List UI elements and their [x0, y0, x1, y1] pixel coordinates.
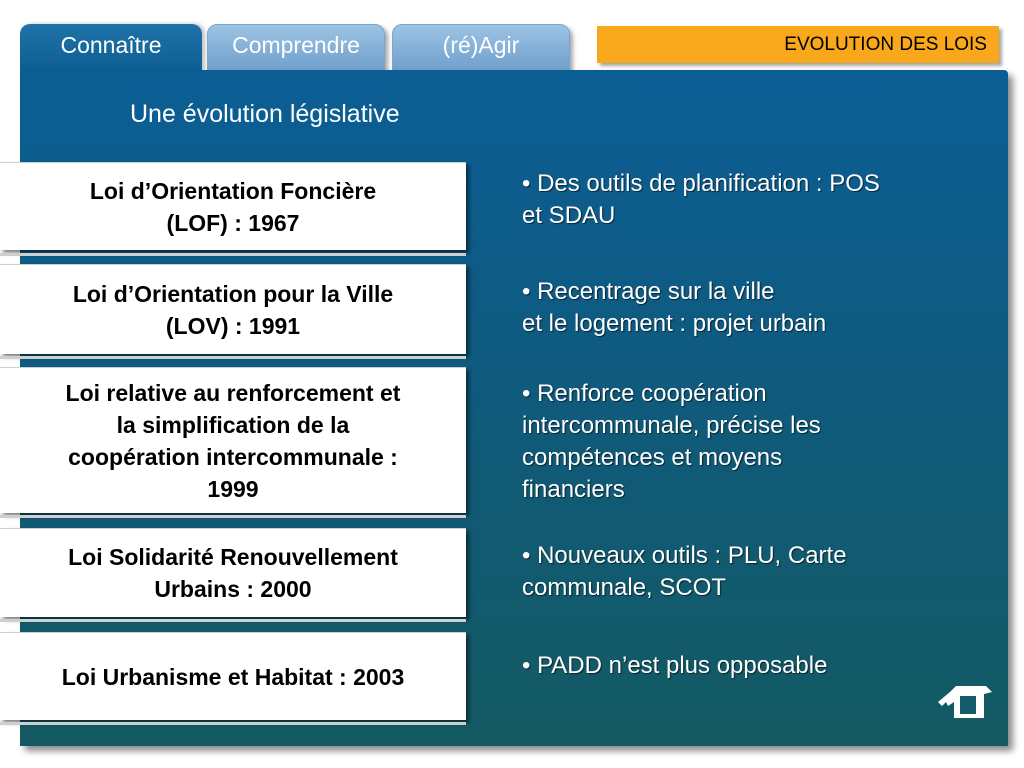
divider: [0, 356, 466, 359]
law-line: coopération intercommunale :: [68, 443, 398, 470]
divider: [0, 722, 466, 725]
section-title-badge: EVOLUTION DES LOIS: [597, 26, 999, 63]
point-line: financiers: [522, 476, 625, 503]
point-line: • Recentrage sur la ville: [522, 278, 775, 305]
divider: [0, 253, 466, 256]
page-subtitle: Une évolution législative: [130, 100, 400, 128]
law-box-urbanisme-habitat: [0, 632, 466, 720]
law-box-sru: [0, 528, 466, 617]
point-line: • Renforce coopération: [522, 380, 767, 407]
law-line: Loi d’Orientation Foncière: [89, 177, 377, 204]
tab-reagir[interactable]: (ré)Agir: [392, 24, 570, 72]
law-line: Loi relative au renforcement et: [65, 379, 401, 406]
law-line: (LOF) : 1967: [166, 209, 300, 236]
divider: [0, 619, 466, 622]
point-lof: [522, 168, 880, 232]
law-box-lov: [0, 264, 466, 354]
law-box-intercommunale: [0, 367, 466, 513]
law-box-lof: [0, 162, 466, 250]
divider: [0, 515, 466, 518]
law-line: Loi Solidarité Renouvellement: [68, 544, 398, 570]
law-line: la simplification de la: [116, 411, 350, 438]
tab-connaitre[interactable]: Connaître: [20, 24, 202, 72]
point-line: intercommunale, précise les: [522, 412, 821, 439]
point-line: • Nouveaux outils : PLU, Carte: [522, 542, 847, 569]
law-line: Loi d’Orientation pour la Ville: [72, 280, 394, 307]
point-intercommunale: [522, 378, 821, 506]
law-line: 1999: [207, 475, 259, 502]
point-lov: [522, 276, 826, 340]
point-line: • PADD n’est plus opposable: [522, 652, 828, 679]
point-line: et le logement : projet urbain: [522, 310, 827, 337]
tab-comprendre[interactable]: Comprendre: [207, 24, 385, 72]
point-line: communale, SCOT: [522, 574, 727, 601]
law-line: Urbains : 2000: [154, 576, 312, 602]
point-sru: [522, 540, 847, 604]
point-line: • Des outils de planification : POS: [522, 170, 880, 197]
law-line: Loi Urbanisme et Habitat : 2003: [61, 663, 405, 690]
home-icon[interactable]: [934, 676, 994, 726]
point-line: et SDAU: [522, 202, 616, 229]
point-padd: [522, 650, 827, 682]
law-line: (LOV) : 1991: [165, 312, 301, 339]
point-line: compétences et moyens: [522, 444, 783, 471]
